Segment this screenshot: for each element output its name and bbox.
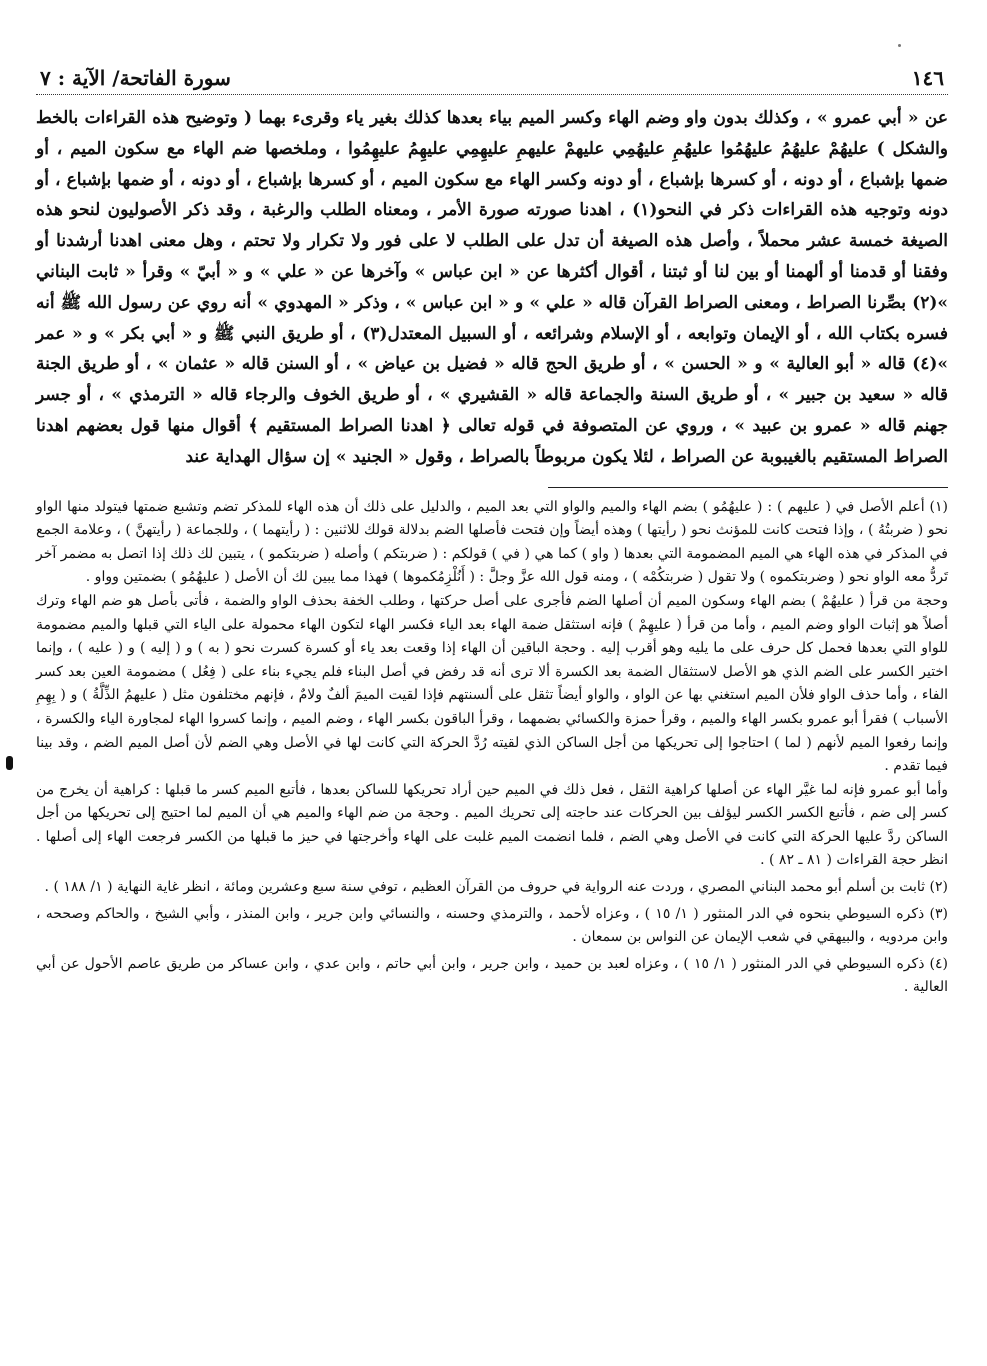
footnote-number: (٣) — [929, 905, 949, 922]
page-edge-mark — [6, 756, 13, 770]
running-title: سورة الفاتحة/ الآية : ٧ — [40, 66, 231, 90]
footnote-paragraph — [36, 903, 948, 950]
main-text — [36, 103, 948, 473]
footnote-paragraph — [36, 876, 948, 900]
footnote-3 — [36, 903, 948, 950]
footnote-text: ذكره السيوطي في الدر المنثور ( ١/ ١٥ ) ، وعزاه لعبد بن حميد ، وابن جرير ، وابن أبي حاتم ، وابن عدي ، وابن عساكر من طريق عاصم الأحول عن أبي العالية . — [36, 955, 948, 996]
footnotes — [36, 496, 948, 1000]
footnote-paragraph — [36, 496, 948, 590]
footnote-1 — [36, 496, 948, 874]
footnote-2 — [36, 876, 948, 900]
footnote-number: (١) — [929, 498, 949, 515]
footnote-text: أعلم الأصل في ( عليهم ) : ( عليهُمُو ) بضم الهاء والميم والواو التي بعد الميم ، والدليل على ذلك أن هذه الهاء للمذكر تضم وتشبع ضمتها فيتولد منها الواو نحو ( ضربتُهُ ) ، وإذا فتحت كانت للمؤنث نحو ( رأيتها ) وهذه أيضاً وإن فتحت فأصلها الضم بدلالة قولك للاثنين : ( رأيتهما ) ، وللجماعة ( رأيتهنَّ ) ، وعلامة الجمع في المذكر في هذه الهاء هي الميم المضمومة التي بعدها ( واو ) كما هي ( في ) قولكم : ( ضربتكم ) وأصله ( ضربتكمو ) ، يتبين لك ذلك إذا اتصل به مضمر آخر تَردُّ معه الواو نحو ( وضربتكموه ) ولا تقول ( ضربتكُمْه ) ، ومنه قول الله عزَّ وجلَّ : ( أَنُلْزِمُكموها ) فهذا مما يبين لك أن الأصل ( عليهُمُو ) بضمتين وواو . — [36, 498, 948, 586]
footnote-text: ذكره السيوطي بنحوه في الدر المنثور ( ١/ ١٥ ) ، وعزاه لأحمد ، والترمذي وحسنه ، والنسائي وابن جرير ، وابن المنذر ، وأبي الشيخ ، والحاكم وصححه ، وابن مردويه ، والبيهقي في شعب الإيمان عن النواس بن سمعان . — [36, 905, 948, 946]
footnote-number: (٤) — [929, 955, 948, 972]
footnote-paragraph: وأما أبو عمرو فإنه لما غيَّر الهاء عن أصلها كراهية الثقل ، فعل ذلك في الميم حين أراد تحريكها للساكن بعدها ، فأتبع الميم كسر ما قبلها : كراهية أن يخرج من كسر إلى ضم ، فأتبع الكسر الكسر ليؤلف بين الحركات عند حاجته إلى تحريك الميم . وحجة من ضم الهاء والميم هي أن الميم لما احتيج إلى تحريكها من أجل الساكن ردَّ عليها الحركة التي كانت في الأصل وهي الضم ، فلما انضمت الميم غلبت على الهاء وأخرجتها في حيز ما قبلها من الكسر فرجعت الهاء إلى أصلها . انظر حجة القراءات ( ٨١ ـ ٨٢ ) . — [36, 781, 948, 869]
footnote-text: ثابت بن أسلم أبو محمد البناني المصري ، وردت عنه الرواية في حروف من القرآن العظيم ، توفي سنة سبع وعشرين ومائة ، انظر غاية النهاية ( ١/ ١٨٨ ) . — [44, 879, 926, 896]
footnote-paragraph: وحجة من قرأ ( عليهُمْ ) بضم الهاء وسكون الميم أن أصلها الضم فأجرى على أصل حركتها ، وطلب الخفة بحذف الواو والضمة ، فأتى بأصل هو ضم الهاء وترك أصلاً هو إثبات الواو وضم الميم ، وأما من قرأ ( عليهِمْ ) فإنه استثقل ضمة الهاء بعد الياء فكسر الهاء لتكون الهاء محمولة على الياء التي قبلها والميم مضمومة للواو التي بعدها فحمل كل حرف على ما يليه وهو أقرب إليه . وحجة الباقين أن الهاء إذا وقعت بعد ياء أو كسرة كسرت نحو ( به ) و ( إليه ) و ( عليه ) ، وإنما اختير الكسر على الضم الذي هو الأصل لاستثقال الضمة بعد الكسرة ألا ترى أنه قد رفض في أصل البناء فلم يجيء بناء على ( فِعُل ) مضمومة العين بعد كسر الفاء ، وأما حذف الواو فلأن الميم استغني بها عن الواو ، والواو أيضاً تثقل على ألسنتهم فإذا لقيت الميمَ ألفٌ ولامٌ ، فإنهم مختلفون مثل ( عليهمُ الذِّلَّةُ ) و ( بِهِمِ الأسباب ) فقرأ أبو عمرو بكسر الهاء والميم ، وقرأ حمزة والكسائي بضمهما ، وقرأ الباقون بكسر الهاء ، وضم الميم ، وإنما كسروا الهاء لمجاورة الياء والكسرة ، وإنما رفعوا الميم لأنهم ( لما ) احتاجوا إلى تحريكها من أجل الساكن الذي لقيته رُدَّ الحركة التي كانت لها في الأصل وهي الضم لأن أصل الميم الضم ، وقد بينا فيما تقدم . — [36, 592, 948, 775]
footnote-4 — [36, 953, 948, 1000]
footnote-number: (٢) — [929, 879, 948, 896]
page-header — [36, 66, 948, 95]
footnote-paragraph — [36, 953, 948, 1000]
book-page — [36, 66, 948, 1003]
main-paragraph: عن « أبي عمرو » ، وكذلك بدون واو وضم الهاء وكسر الميم بياء بعدها كذلك بغير ياء وقرىء بهما ( وتوضيح هذه القراءات بالخط والشكل ) عليهُمْ عليهُمُ عليهُمُوا عليهُمِ عليهُمِي عليهمْ عليهمِ عليهِمِي عليهِمُ عليهِمُوا ، وملخصها ضم الهاء مع سكون الميم ، أو ضمها بإشباع ، أو دونه ، أو كسرها بإشباع ، أو دونه وكسر الهاء مع سكون الميم ، أو كسرها بإشباع ، أو دونه ، أو ضمها بإشباع ، أو دونه وتوجيه هذه القراءات ذكر في النحو(١) ، اهدنا صورته صورة الأمر ، ومعناه الطلب والرغبة ، وقد ذكر الأصوليون لنحو هذه الصيغة خمسة عشر محملاً ، وأصل هذه الصيغة أن تدل على الطلب لا على فور ولا تكرار ولا تحتم ، وهل معنى اهدنا أرشدنا أو وفقنا أو قدمنا أو ألهمنا أو بين لنا أو ثبتنا ، أقوال أكثرها عن « ابن عباس » وآخرها عن « علي » و « أبيّ » وقرأ « ثابت البناني »(٢) بصِّرنا الصراط ، ومعنى الصراط القرآن قاله « علي » و « ابن عباس » ، وذكر « المهدوي » أنه روي عن رسول الله ﷺ أنه فسره بكتاب الله ، أو الإيمان وتوابعه ، أو الإسلام وشرائعه ، أو السبيل المعتدل(٣) ، أو طريق النبي ﷺ و « أبي بكر » و « عمر »(٤) قاله « أبو العالية » و « الحسن » ، أو طريق الحج قاله « فضيل بن عياض » ، أو السنن قاله « عثمان » ، أو طريق الجنة قاله « سعيد بن جبير » ، أو طريق السنة والجماعة قاله « القشيري » ، أو طريق الخوف والرجاء قاله « الترمذي » ، أو جسر جهنم قاله « عمرو بن عبيد » ، وروي عن المتصوفة في قوله تعالى ﴿ اهدنا الصراط المستقيم ﴾ أقوال منها قول بعضهم اهدنا الصراط المستقيم بالغيبوبة عن الصراط ، لئلا يكون مربوطاً بالصراط ، وقول « الجنيد » إن سؤال الهداية عند — [36, 108, 948, 467]
corner-speck — [898, 44, 901, 47]
page-number: ١٤٦ — [911, 66, 944, 90]
footnote-separator — [548, 487, 948, 488]
